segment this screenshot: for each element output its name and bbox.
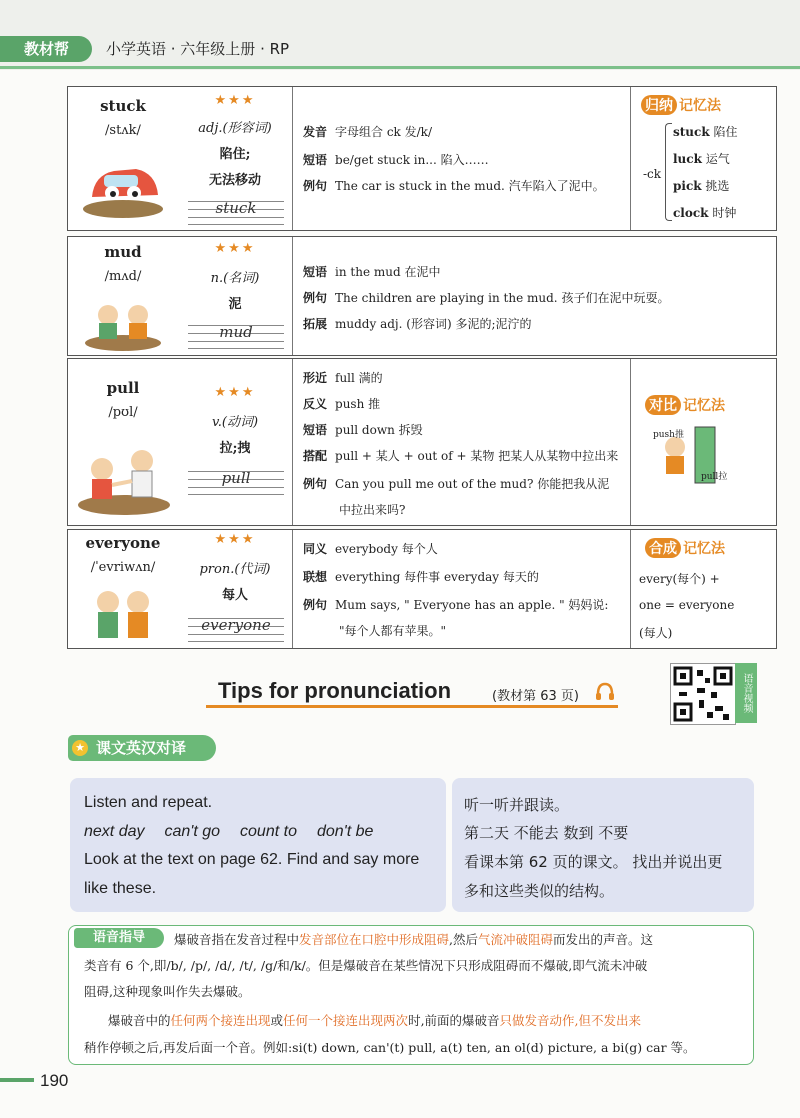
memory-prefix: -ck (643, 167, 662, 181)
word: pull (106, 379, 140, 397)
guide-tag: 语音指导 (74, 928, 164, 948)
detail-line: 例句 Mum says, " Everyone has an apple. " 妈妈说: (303, 598, 609, 612)
guide-line: 类音有 6 个,即/b/, /p/, /d/, /t/, /g/和/k/。但是爆破音在某些情况下只形成阻碍而不爆破,即气流未冲破 (84, 958, 648, 973)
qr-label: 语音视频 (735, 663, 757, 723)
memory-column (630, 87, 776, 230)
handwriting: stuck (215, 199, 257, 217)
vocab-card-stuck (67, 86, 777, 231)
english-line: Listen and repeat. (84, 794, 213, 811)
chinese-line: 看课本第 62 页的课文。 找出并说出更 (464, 853, 723, 871)
word: mud (104, 243, 142, 261)
handwriting-lines (188, 614, 284, 640)
detail-line: 发音 字母组合 ck 发/k/ (303, 125, 432, 139)
word-column (68, 530, 178, 648)
push-label: push推 (653, 430, 684, 440)
star-rating: ★★★ (214, 241, 256, 256)
star-icon: ★ (72, 740, 88, 756)
detail-line: 短语 be/get stuck in... 陷入…… (303, 153, 489, 167)
page-number: 190 (40, 1071, 69, 1090)
word-column (68, 359, 178, 525)
section-title: Tips for pronunciation (218, 678, 452, 703)
handwriting-lines (188, 467, 284, 493)
details-column (292, 359, 631, 525)
english-line: Look at the text on page 62. Find and say more (84, 851, 420, 868)
example-phrase: can't go (164, 823, 221, 840)
header-title: 小学英语 · 六年级上册 · RP (106, 40, 290, 58)
memory-bracket (665, 123, 672, 221)
memory-column (630, 359, 776, 525)
qr-code-icon[interactable] (670, 663, 736, 725)
pos-column (178, 87, 292, 230)
memory-title: 合成 记忆法 (645, 538, 725, 558)
word: stuck (100, 97, 146, 115)
section-subtitle: (教材第 63 页) (492, 689, 579, 704)
memory-item: pick 挑选 (673, 179, 730, 193)
handwriting: mud (219, 323, 253, 341)
detail-line: 例句 The children are playing in the mud. 孩子们在泥中玩耍。 (303, 291, 670, 305)
car-in-mud-illustration (80, 153, 166, 219)
page-header (0, 0, 800, 70)
details-column (292, 530, 631, 648)
handwriting-lines (188, 321, 284, 347)
star-rating: ★★★ (214, 385, 256, 400)
detail-line: 例句 Can you pull me out of the mud? 你能把我从泥 (303, 477, 610, 491)
memory-title: 对比 记忆法 (645, 395, 725, 415)
memory-item: luck 运气 (673, 152, 730, 166)
detail-line: 短语 in the mud 在泥中 (303, 265, 441, 279)
detail-line: 例句 The car is stuck in the mud. 汽车陷入了泥中。 (303, 179, 605, 193)
meaning: 每人 (221, 588, 248, 603)
memory-column (630, 530, 776, 648)
memory-line: every(每个) + (639, 572, 720, 586)
memory-line: (每人) (639, 626, 673, 640)
detail-line: 中拉出来吗? (339, 503, 406, 517)
meaning: 陷住; (219, 147, 251, 162)
guide-line: 阻碍,这种现象叫作失去爆破。 (84, 984, 251, 999)
example-phrase: next day (84, 823, 145, 840)
english-examples (84, 823, 393, 841)
phonetic: /pʊl/ (108, 405, 138, 420)
example-phrase: don't be (316, 823, 374, 840)
memory-item: stuck 陷住 (673, 125, 738, 139)
part-of-speech: n.(名词) (210, 271, 260, 286)
guide-line: 爆破音中的任何两个接连出现或任何一个接连出现两次时,前面的爆破音只做发音动作,但不发出来 (108, 1013, 642, 1028)
memory-item: clock 时钟 (673, 206, 737, 220)
detail-line: 同义 everybody 每个人 (303, 542, 438, 556)
meaning: 拉;拽 (219, 441, 251, 456)
header-divider (0, 66, 800, 69)
detail-line: 形近 full 满的 (303, 371, 383, 385)
vocab-card-mud (67, 236, 777, 356)
details-column (292, 237, 776, 355)
header-tab: 教材帮 (0, 36, 92, 62)
detail-line: 搭配 pull + 某人 + out of + 某物 把某人从某物中拉出来 (303, 449, 619, 463)
title-underline (206, 705, 618, 708)
guide-line: 爆破音指在发音过程中发音部位在口腔中形成阻碍,然后气流冲破阻碍而发出的声音。这 (174, 932, 654, 947)
details-column (292, 87, 631, 230)
handwriting: everyone (201, 616, 271, 634)
handwriting: pull (221, 469, 251, 487)
pos-column (178, 530, 292, 648)
meaning-2: 无法移动 (208, 173, 261, 188)
pull-label: pull拉 (701, 472, 728, 482)
section-tag: 课文英汉对译 (68, 735, 216, 761)
page-number-bar (0, 1078, 34, 1082)
two-children-illustration (88, 586, 158, 646)
chinese-line: 第二天 不能去 数到 不要 (464, 824, 629, 842)
detail-line: 联想 everything 每件事 everyday 每天的 (303, 570, 539, 584)
pos-column (178, 237, 292, 355)
phonetic: /ˈevriwʌn/ (90, 560, 156, 575)
part-of-speech: pron.(代词) (199, 562, 271, 577)
english-line: like these. (84, 880, 157, 897)
chinese-line: 听一听并跟读。 (464, 796, 570, 814)
detail-line: 短语 pull down 拆毁 (303, 423, 423, 437)
phonetic: /stʌk/ (105, 123, 141, 138)
memory-line: one = everyone (639, 598, 735, 612)
phonetic: /mʌd/ (104, 269, 142, 284)
vocab-card-pull (67, 358, 777, 526)
meaning: 泥 (228, 297, 242, 312)
detail-line: "每个人都有苹果。" (339, 624, 447, 638)
detail-line: 反义 push 推 (303, 397, 381, 411)
chinese-line: 多和这些类似的结构。 (464, 882, 615, 900)
star-rating: ★★★ (214, 93, 256, 108)
star-rating: ★★★ (214, 532, 256, 547)
word-column (68, 87, 178, 230)
guide-line: 稍作停顿之后,再发后面一个音。例如:si(t) down, can'(t) pull, a(t) ten, an ol(d) picture, a bi(g) car 等。 (84, 1040, 696, 1055)
example-phrase: count to (240, 823, 297, 840)
pulling-from-mud-illustration (76, 441, 172, 517)
detail-line: 拓展 muddy adj. (形容词) 多泥的;泥泞的 (303, 317, 532, 331)
headphones-icon[interactable] (594, 680, 616, 702)
word: everyone (85, 534, 161, 552)
handwriting-lines (188, 197, 284, 223)
pos-column (178, 359, 292, 525)
part-of-speech: v.(动词) (211, 415, 259, 430)
part-of-speech: adj.(形容词) (198, 121, 272, 136)
vocab-card-everyone (67, 529, 777, 649)
word-column (68, 237, 178, 355)
children-in-mud-illustration (82, 297, 164, 353)
memory-title: 归纳 记忆法 (641, 95, 721, 115)
